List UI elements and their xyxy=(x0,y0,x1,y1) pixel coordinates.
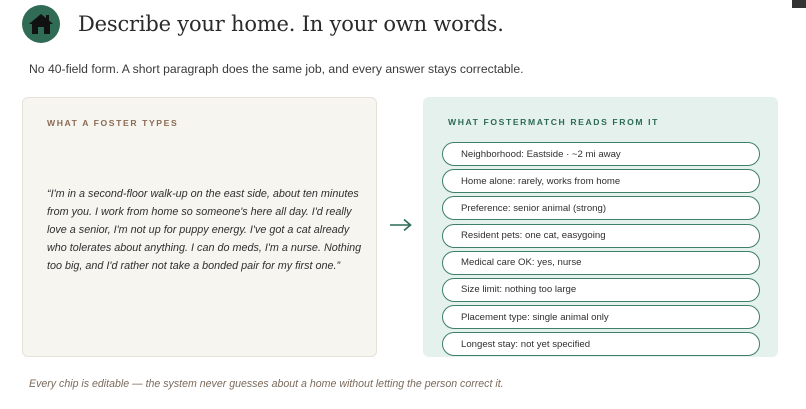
chip-preference[interactable]: Preference: senior animal (strong) xyxy=(442,196,760,220)
chip-resident-pets[interactable]: Resident pets: one cat, easygoing xyxy=(442,224,760,248)
foster-input-panel xyxy=(22,97,377,357)
chip-medical-care[interactable]: Medical care OK: yes, nurse xyxy=(442,251,760,275)
chip-longest-stay[interactable]: Longest stay: not yet specified xyxy=(442,332,760,356)
foster-quote: “I'm in a second-floor walk-up on the east side, about ten minutes from you. I work from home so someone's here all day. I'd really love a senior, I'm not up for puppy energy. I've got a cat already who tolerates about anything. I can do meds, I'm a nurse. Nothing too big, and I'd rather not take a bonded pair for my first one.” xyxy=(47,188,362,272)
chip-home-alone[interactable]: Home alone: rarely, works from home xyxy=(442,169,760,193)
page-title: Describe your home. In your own words. xyxy=(78,12,504,36)
home-badge xyxy=(22,5,60,43)
chip-list xyxy=(442,142,760,360)
page-header xyxy=(22,5,504,43)
arrow-right-icon xyxy=(389,218,413,232)
house-icon xyxy=(28,12,54,36)
corner-marker xyxy=(792,0,806,8)
footnote: Every chip is editable — the system never guesses about a home without letting the person correct it. xyxy=(29,378,504,390)
page-subtitle: No 40-field form. A short paragraph does the same job, and every answer stays correctable. xyxy=(29,62,524,76)
chip-placement-type[interactable]: Placement type: single animal only xyxy=(442,305,760,329)
foster-input-label: WHAT A FOSTER TYPES xyxy=(47,118,179,128)
chip-neighborhood[interactable]: Neighborhood: Eastside · ~2 mi away xyxy=(442,142,760,166)
parsed-output-label: WHAT FOSTERMATCH READS FROM IT xyxy=(448,117,659,127)
parsed-output-panel xyxy=(423,97,778,357)
chip-size-limit[interactable]: Size limit: nothing too large xyxy=(442,278,760,302)
